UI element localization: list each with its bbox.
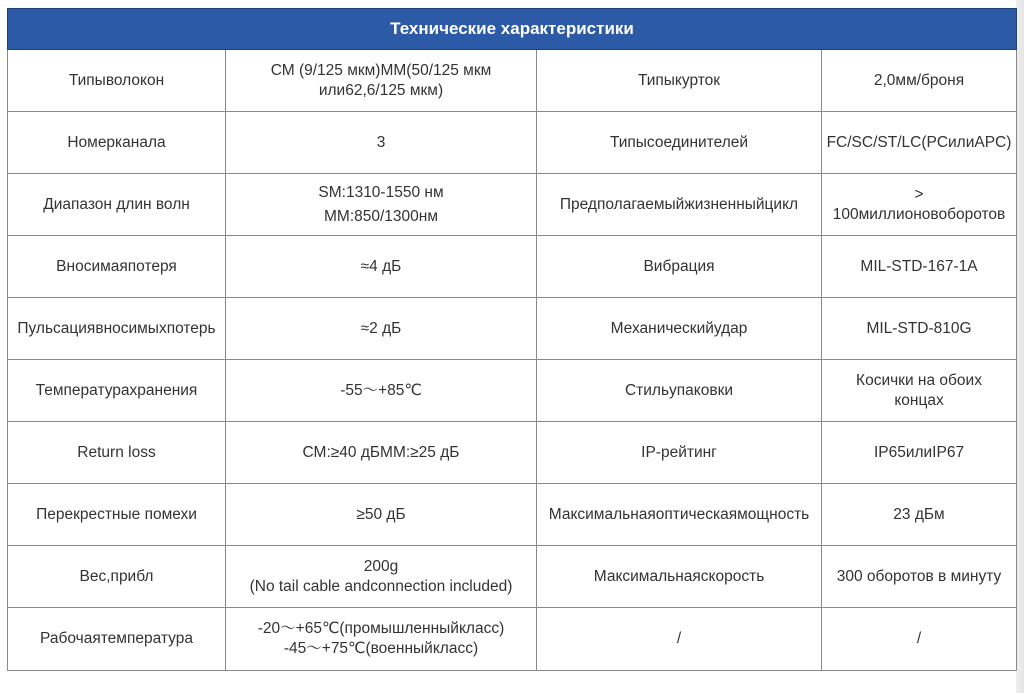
table-row [8, 484, 1017, 546]
table-row [8, 608, 1017, 671]
table-row [8, 422, 1017, 484]
param-value: 23 дБм [822, 484, 1017, 546]
param-label: IP-рейтинг [537, 422, 822, 484]
param-value: ≈4 дБ [226, 236, 537, 298]
param-label: Максимальнаяоптическаямощность [537, 484, 822, 546]
table-row [8, 546, 1017, 608]
param-value: -20～+65℃(промышленныйкласс) -45～+75℃(военныйкласс) [226, 608, 537, 671]
table-row [8, 174, 1017, 236]
table-row [8, 360, 1017, 422]
param-value: 300 оборотов в минуту [822, 546, 1017, 608]
param-label: / [537, 608, 822, 671]
param-label: Номерканала [8, 112, 226, 174]
param-value: СМ (9/125 мкм)ММ(50/125 мкм или62,6/125 мкм) [226, 50, 537, 112]
param-label: Диапазон длин волн [8, 174, 226, 236]
param-label: Перекрестные помехи [8, 484, 226, 546]
param-value: СМ:≥40 дБММ:≥25 дБ [226, 422, 537, 484]
param-label: Рабочаятемпература [8, 608, 226, 671]
param-label: Механическийудар [537, 298, 822, 360]
param-label: Максимальнаяскорость [537, 546, 822, 608]
param-value: 200g (No tail cable andconnection included) [226, 546, 537, 608]
param-label: Вес,прибл [8, 546, 226, 608]
param-label: Вибрация [537, 236, 822, 298]
table-row [8, 298, 1017, 360]
spec-table [7, 8, 1017, 671]
param-label: Return loss [8, 422, 226, 484]
param-label: Типысоединителей [537, 112, 822, 174]
param-value: -55～+85℃ [226, 360, 537, 422]
param-label: Стильупаковки [537, 360, 822, 422]
param-label: Предполагаемыйжизненныйцикл [537, 174, 822, 236]
param-label: Типыволокон [8, 50, 226, 112]
param-value: MIL-STD-810G [822, 298, 1017, 360]
param-label: Типыкурток [537, 50, 822, 112]
param-label: Пульсациявносимыхпотерь [8, 298, 226, 360]
page-edge-strip [1016, 0, 1024, 693]
param-value: > 100миллионовоборотов [822, 174, 1017, 236]
table-row [8, 112, 1017, 174]
param-value: SM:1310-1550 нм MM:850/1300нм [226, 174, 537, 236]
param-value: MIL-STD-167-1A [822, 236, 1017, 298]
table-row [8, 50, 1017, 112]
table-row [8, 236, 1017, 298]
param-value: / [822, 608, 1017, 671]
param-value: 2,0мм/броня [822, 50, 1017, 112]
param-value: FC/SC/ST/LC(PCилиAPC) [822, 112, 1017, 174]
param-label: Температурахранения [8, 360, 226, 422]
param-value: Косички на обоих концах [822, 360, 1017, 422]
param-label: Вносимаяпотеря [8, 236, 226, 298]
param-value: ≥50 дБ [226, 484, 537, 546]
param-value: 3 [226, 112, 537, 174]
param-value: IP65илиIP67 [822, 422, 1017, 484]
table-title: Технические характеристики [8, 9, 1017, 50]
param-value: ≈2 дБ [226, 298, 537, 360]
